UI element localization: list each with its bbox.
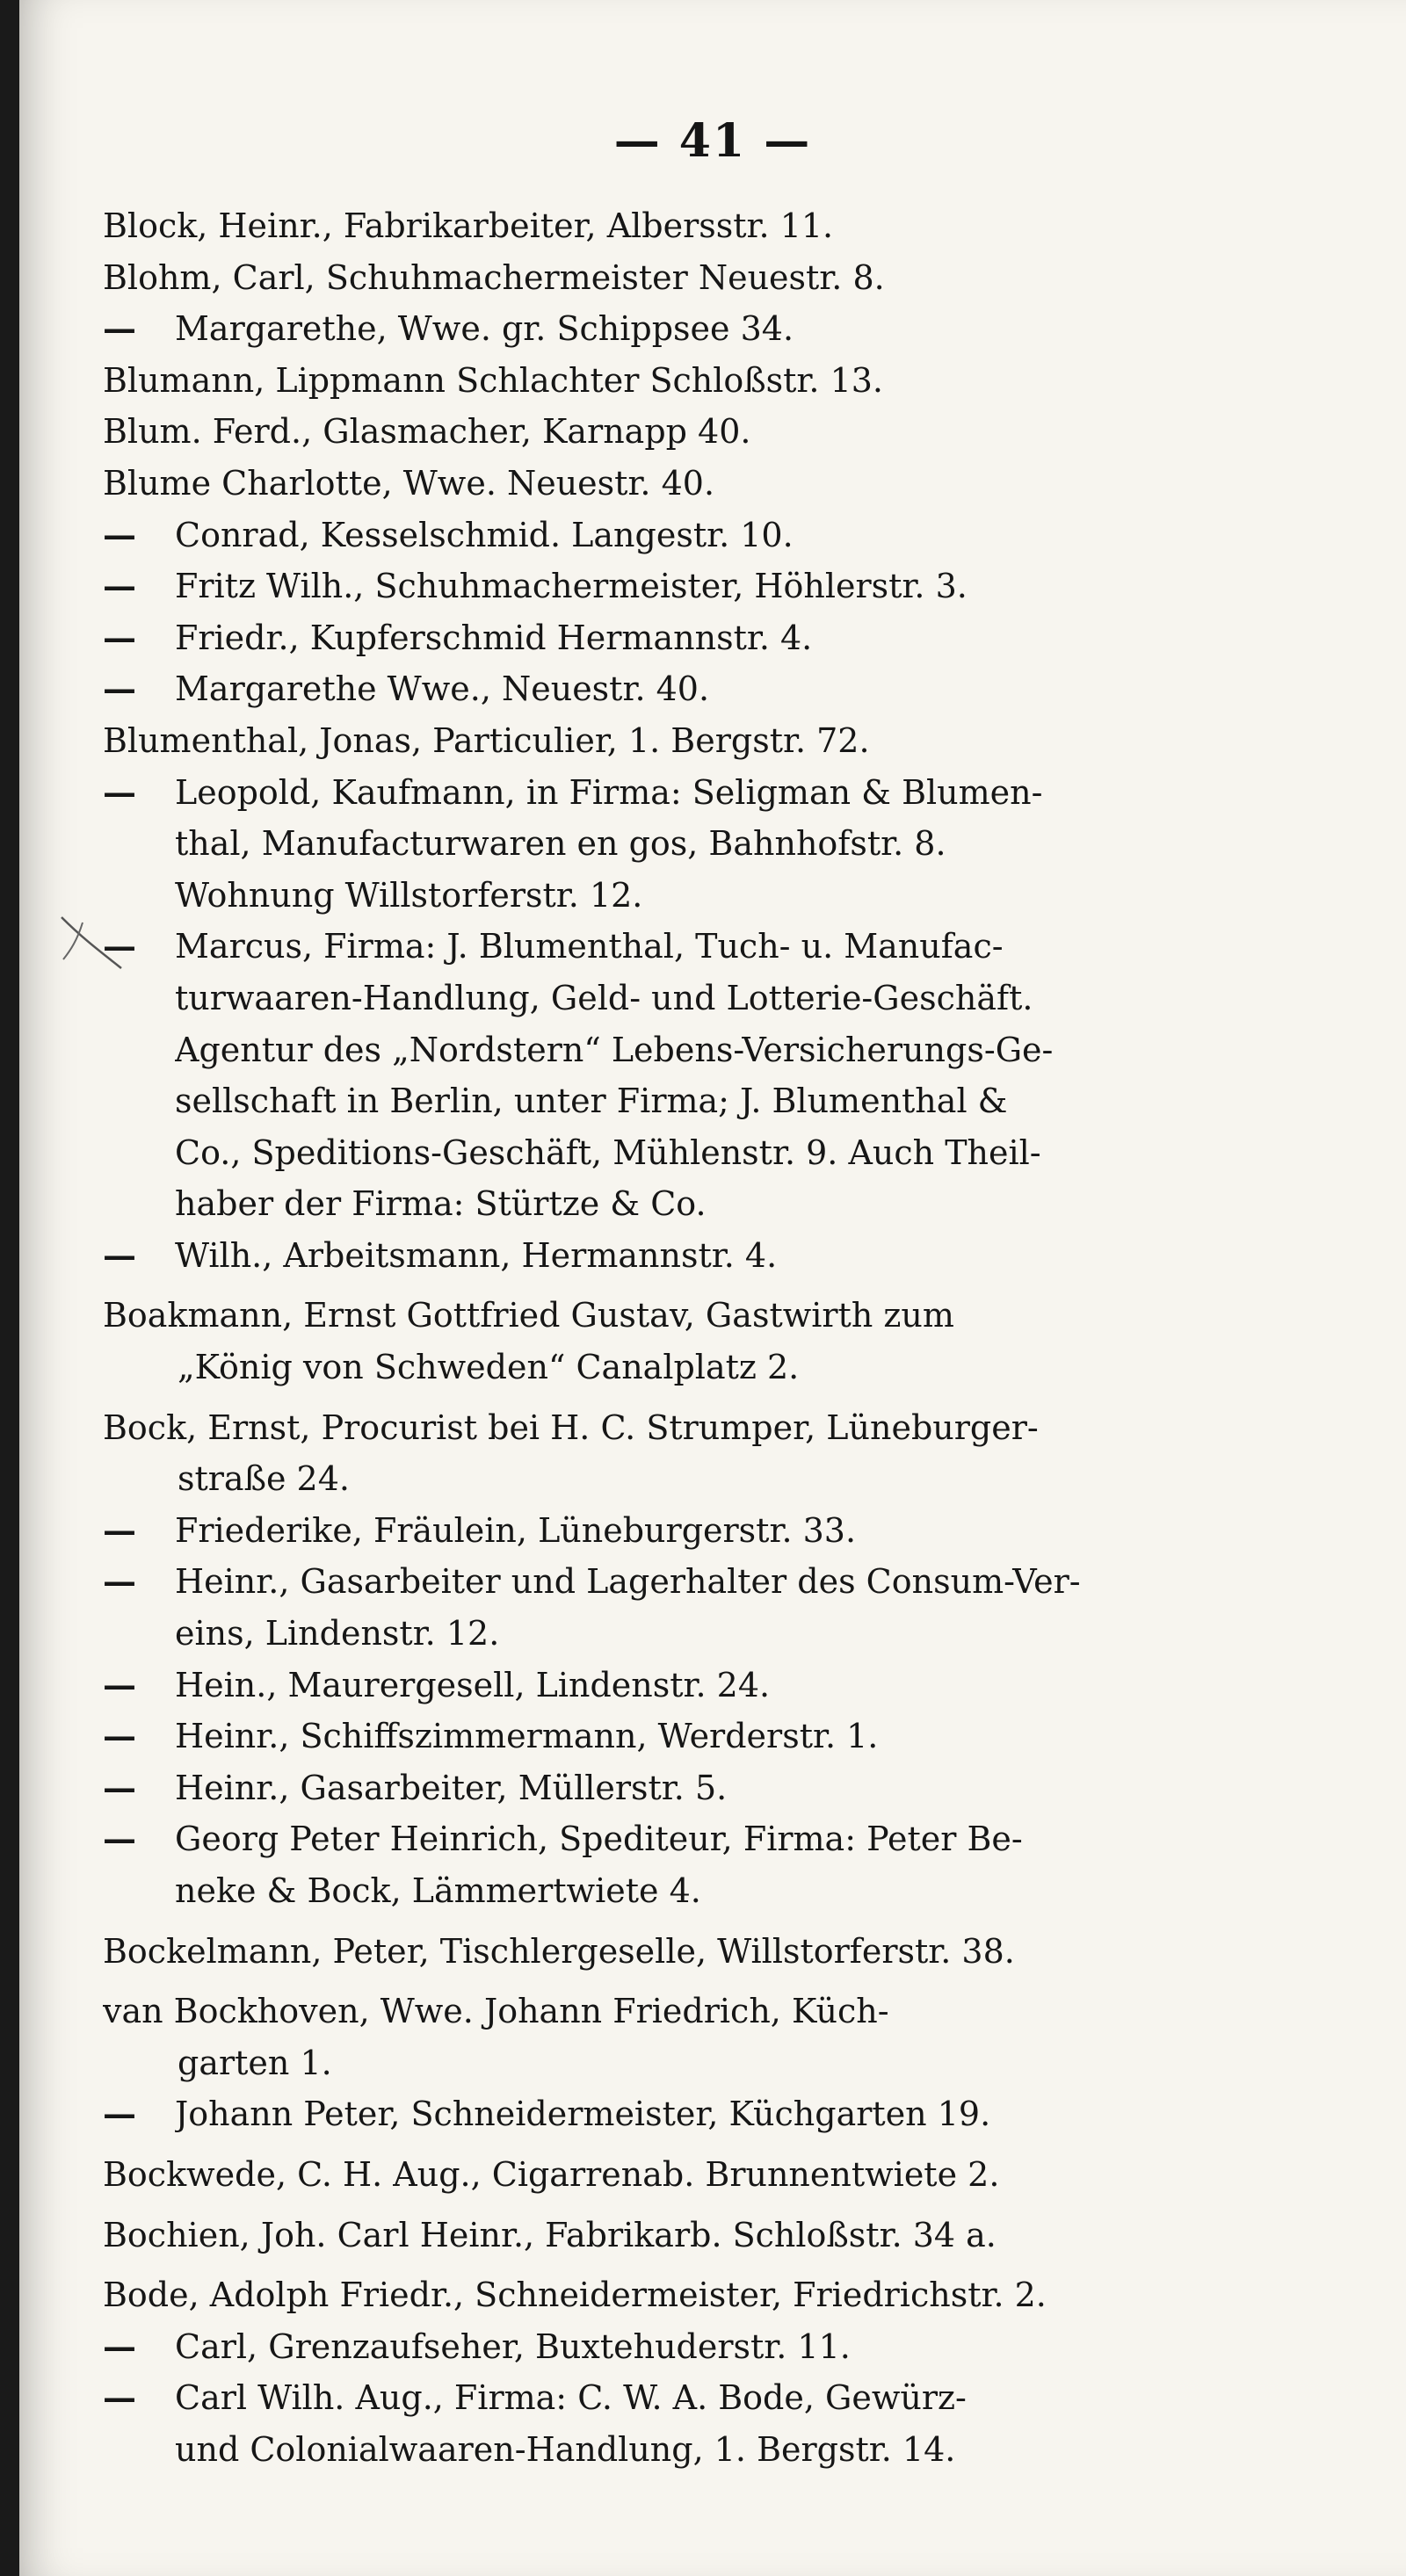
entry-text	[103, 200, 1298, 252]
entry-line: Margarethe Wwe., Neuestr. 40.	[175, 669, 710, 709]
directory-entry	[103, 715, 1298, 767]
directory-entry	[103, 510, 1298, 561]
entry-text	[103, 2149, 1298, 2201]
entry-line: Margarethe, Wwe. gr. Schippsee 34.	[175, 309, 794, 349]
directory-entry	[103, 2269, 1298, 2321]
ditto-dash: —	[103, 771, 136, 812]
entry-continuation-line: thal, Manufacturwaren en gos, Bahnhofstr. 8.	[175, 824, 946, 864]
entry-text	[175, 767, 1298, 922]
ditto-dash: —	[103, 1561, 136, 1602]
directory-entry	[103, 303, 1298, 355]
ditto-dash: —	[103, 1819, 136, 1859]
entry-line: Heinr., Gasarbeiter, Müllerstr. 5.	[175, 1768, 728, 1807]
entry-text	[175, 1711, 1298, 1762]
entry-line: Marcus, Firma: J. Blumenthal, Tuch- u. Manufac-	[175, 927, 1004, 966]
ditto-dash: —	[103, 1716, 136, 1756]
entry-text	[175, 1556, 1298, 1659]
directory-entry	[103, 1926, 1298, 1978]
entry-line: Block, Heinr., Fabrikarbeiter, Albersstr. 11.	[103, 206, 834, 245]
entry-text	[175, 663, 1298, 715]
directory-entry	[103, 406, 1298, 458]
entry-continuation-line: neke & Bock, Lämmertwiete 4.	[175, 1871, 701, 1910]
entry-line: Bockelmann, Peter, Tischlergeselle, Willstorferstr. 38.	[103, 1931, 1015, 1971]
entry-line: Leopold, Kaufmann, in Firma: Seligman & Blumen-	[175, 772, 1043, 812]
directory-entry	[103, 767, 1298, 922]
directory-entry	[103, 561, 1298, 612]
entry-line: Blumann, Lippmann Schlachter Schloßstr. 13.	[103, 360, 884, 400]
entry-text	[175, 921, 1298, 1230]
entry-continuation-line: straße 24.	[178, 1459, 350, 1499]
entry-text	[103, 2210, 1298, 2261]
entry-continuation-line: turwaaren-Handlung, Geld- und Lotterie-Geschäft.	[175, 978, 1033, 1017]
ditto-dash: —	[103, 926, 136, 966]
entry-text	[103, 355, 1298, 407]
entry-text	[103, 2269, 1298, 2321]
entry-text	[175, 1660, 1298, 1711]
entry-text	[175, 1230, 1298, 1282]
ditto-dash: —	[103, 308, 136, 349]
entry-line: Hein., Maurergesell, Lindenstr. 24.	[175, 1665, 771, 1704]
entry-line: Blume Charlotte, Wwe. Neuestr. 40.	[103, 463, 715, 503]
entry-text	[103, 406, 1298, 458]
ditto-dash: —	[103, 2326, 136, 2366]
entry-line: Conrad, Kesselschmid. Langestr. 10.	[175, 515, 794, 554]
entry-text	[175, 1813, 1298, 1916]
directory-entry	[103, 612, 1298, 664]
ditto-dash: —	[103, 2377, 136, 2418]
ditto-dash: —	[103, 1509, 136, 1550]
ditto-dash: —	[103, 514, 136, 554]
entry-text	[175, 612, 1298, 664]
entry-text	[103, 252, 1298, 304]
entry-line: Heinr., Gasarbeiter und Lagerhalter des Consum-Ver-	[175, 1562, 1081, 1602]
ditto-dash: —	[103, 669, 136, 709]
directory-entry	[103, 1402, 1298, 1505]
entry-line: Johann Peter, Schneidermeister, Küchgarten 19.	[175, 2095, 991, 2134]
entry-continuation-line: garten 1.	[178, 2043, 332, 2082]
directory-entry	[103, 1556, 1298, 1659]
entry-text	[175, 1762, 1298, 1814]
entry-text	[103, 1290, 1298, 1393]
directory-entry	[103, 1290, 1298, 1393]
ditto-dash: —	[103, 1664, 136, 1704]
directory-entry	[103, 2372, 1298, 2475]
entry-line: Bock, Ernst, Procurist bei H. C. Strumper, Lüneburger-	[103, 1407, 1039, 1447]
entry-text	[103, 1926, 1298, 1978]
directory-entry	[103, 1986, 1298, 2088]
ditto-dash: —	[103, 617, 136, 657]
entry-line: Carl, Grenzaufseher, Buxtehuderstr. 11.	[175, 2326, 851, 2366]
entry-continuation-line: sellschaft in Berlin, unter Firma; J. Blumenthal &	[175, 1082, 1008, 1121]
entry-text	[103, 715, 1298, 767]
directory-entry	[103, 355, 1298, 407]
directory-entries	[103, 200, 1298, 2476]
entry-line: Fritz Wilh., Schuhmachermeister, Höhlerstr. 3.	[175, 567, 968, 606]
entry-continuation-line: „König von Schweden“ Canalplatz 2.	[178, 1348, 800, 1387]
entry-text	[175, 561, 1298, 612]
entry-continuation-line: Co., Speditions-Geschäft, Mühlenstr. 9. Auch Theil-	[175, 1132, 1041, 1172]
entry-continuation-line: Agentur des „Nordstern“ Lebens-Versicherungs-Ge-	[175, 1030, 1054, 1069]
entry-continuation-line: Wohnung Willstorferstr. 12.	[175, 875, 643, 915]
entry-line: Carl Wilh. Aug., Firma: C. W. A. Bode, Gewürz-	[175, 2378, 967, 2418]
entry-line: Boakmann, Ernst Gottfried Gustav, Gastwirth zum	[103, 1296, 954, 1335]
entry-line: Friederike, Fräulein, Lüneburgerstr. 33.	[175, 1510, 857, 1550]
entry-text	[103, 1402, 1298, 1505]
entry-text	[103, 458, 1298, 510]
directory-entry	[103, 921, 1298, 1230]
entry-text	[175, 510, 1298, 561]
entry-line: Blumenthal, Jonas, Particulier, 1. Bergstr. 72.	[103, 720, 870, 760]
directory-entry	[103, 458, 1298, 510]
directory-entry	[103, 200, 1298, 252]
entry-line: Heinr., Schiffszimmermann, Werderstr. 1.	[175, 1717, 879, 1756]
ditto-dash: —	[103, 566, 136, 606]
entry-continuation-line: und Colonialwaaren-Handlung, 1. Bergstr. 14.	[175, 2429, 956, 2469]
entry-text	[175, 2321, 1298, 2373]
entry-text	[175, 1505, 1298, 1557]
entry-line: Wilh., Arbeitsmann, Hermannstr. 4.	[175, 1235, 778, 1275]
entry-line: Friedr., Kupferschmid Hermannstr. 4.	[175, 618, 813, 657]
entry-line: Bode, Adolph Friedr., Schneidermeister, Friedrichstr. 2.	[103, 2276, 1047, 2315]
directory-entry	[103, 2149, 1298, 2201]
directory-entry	[103, 2088, 1298, 2140]
document-page	[19, 0, 1406, 2576]
directory-entry	[103, 252, 1298, 304]
entry-line: Bockwede, C. H. Aug., Cigarrenab. Brunnentwiete 2.	[103, 2154, 1000, 2194]
entry-line: Georg Peter Heinrich, Spediteur, Firma: Peter Be-	[175, 1820, 1023, 1859]
entry-line: Blohm, Carl, Schuhmachermeister Neuestr. 8.	[103, 257, 885, 297]
directory-entry	[103, 1230, 1298, 1282]
directory-entry	[103, 1711, 1298, 1762]
directory-entry	[103, 663, 1298, 715]
directory-entry	[103, 2321, 1298, 2373]
entry-line: Bochien, Joh. Carl Heinr., Fabrikarb. Schloßstr. 34 a.	[103, 2215, 997, 2254]
entry-line: Blum. Ferd., Glasmacher, Karnapp 40.	[103, 412, 751, 452]
directory-entry	[103, 1505, 1298, 1557]
directory-entry	[103, 1660, 1298, 1711]
page-number: — 41 —	[613, 114, 812, 168]
ditto-dash: —	[103, 2094, 136, 2134]
directory-entry	[103, 2210, 1298, 2261]
ditto-dash: —	[103, 1767, 136, 1807]
entry-continuation-line: eins, Lindenstr. 12.	[175, 1614, 500, 1653]
entry-text	[103, 1986, 1298, 2088]
ditto-dash: —	[103, 1234, 136, 1275]
entry-text	[175, 303, 1298, 355]
entry-text	[175, 2088, 1298, 2140]
entry-line: van Bockhoven, Wwe. Johann Friedrich, Küch-	[103, 1992, 889, 2031]
entry-text	[175, 2372, 1298, 2475]
directory-entry	[103, 1762, 1298, 1814]
entry-continuation-line: haber der Firma: Stürtze & Co.	[175, 1184, 707, 1224]
directory-entry	[103, 1813, 1298, 1916]
